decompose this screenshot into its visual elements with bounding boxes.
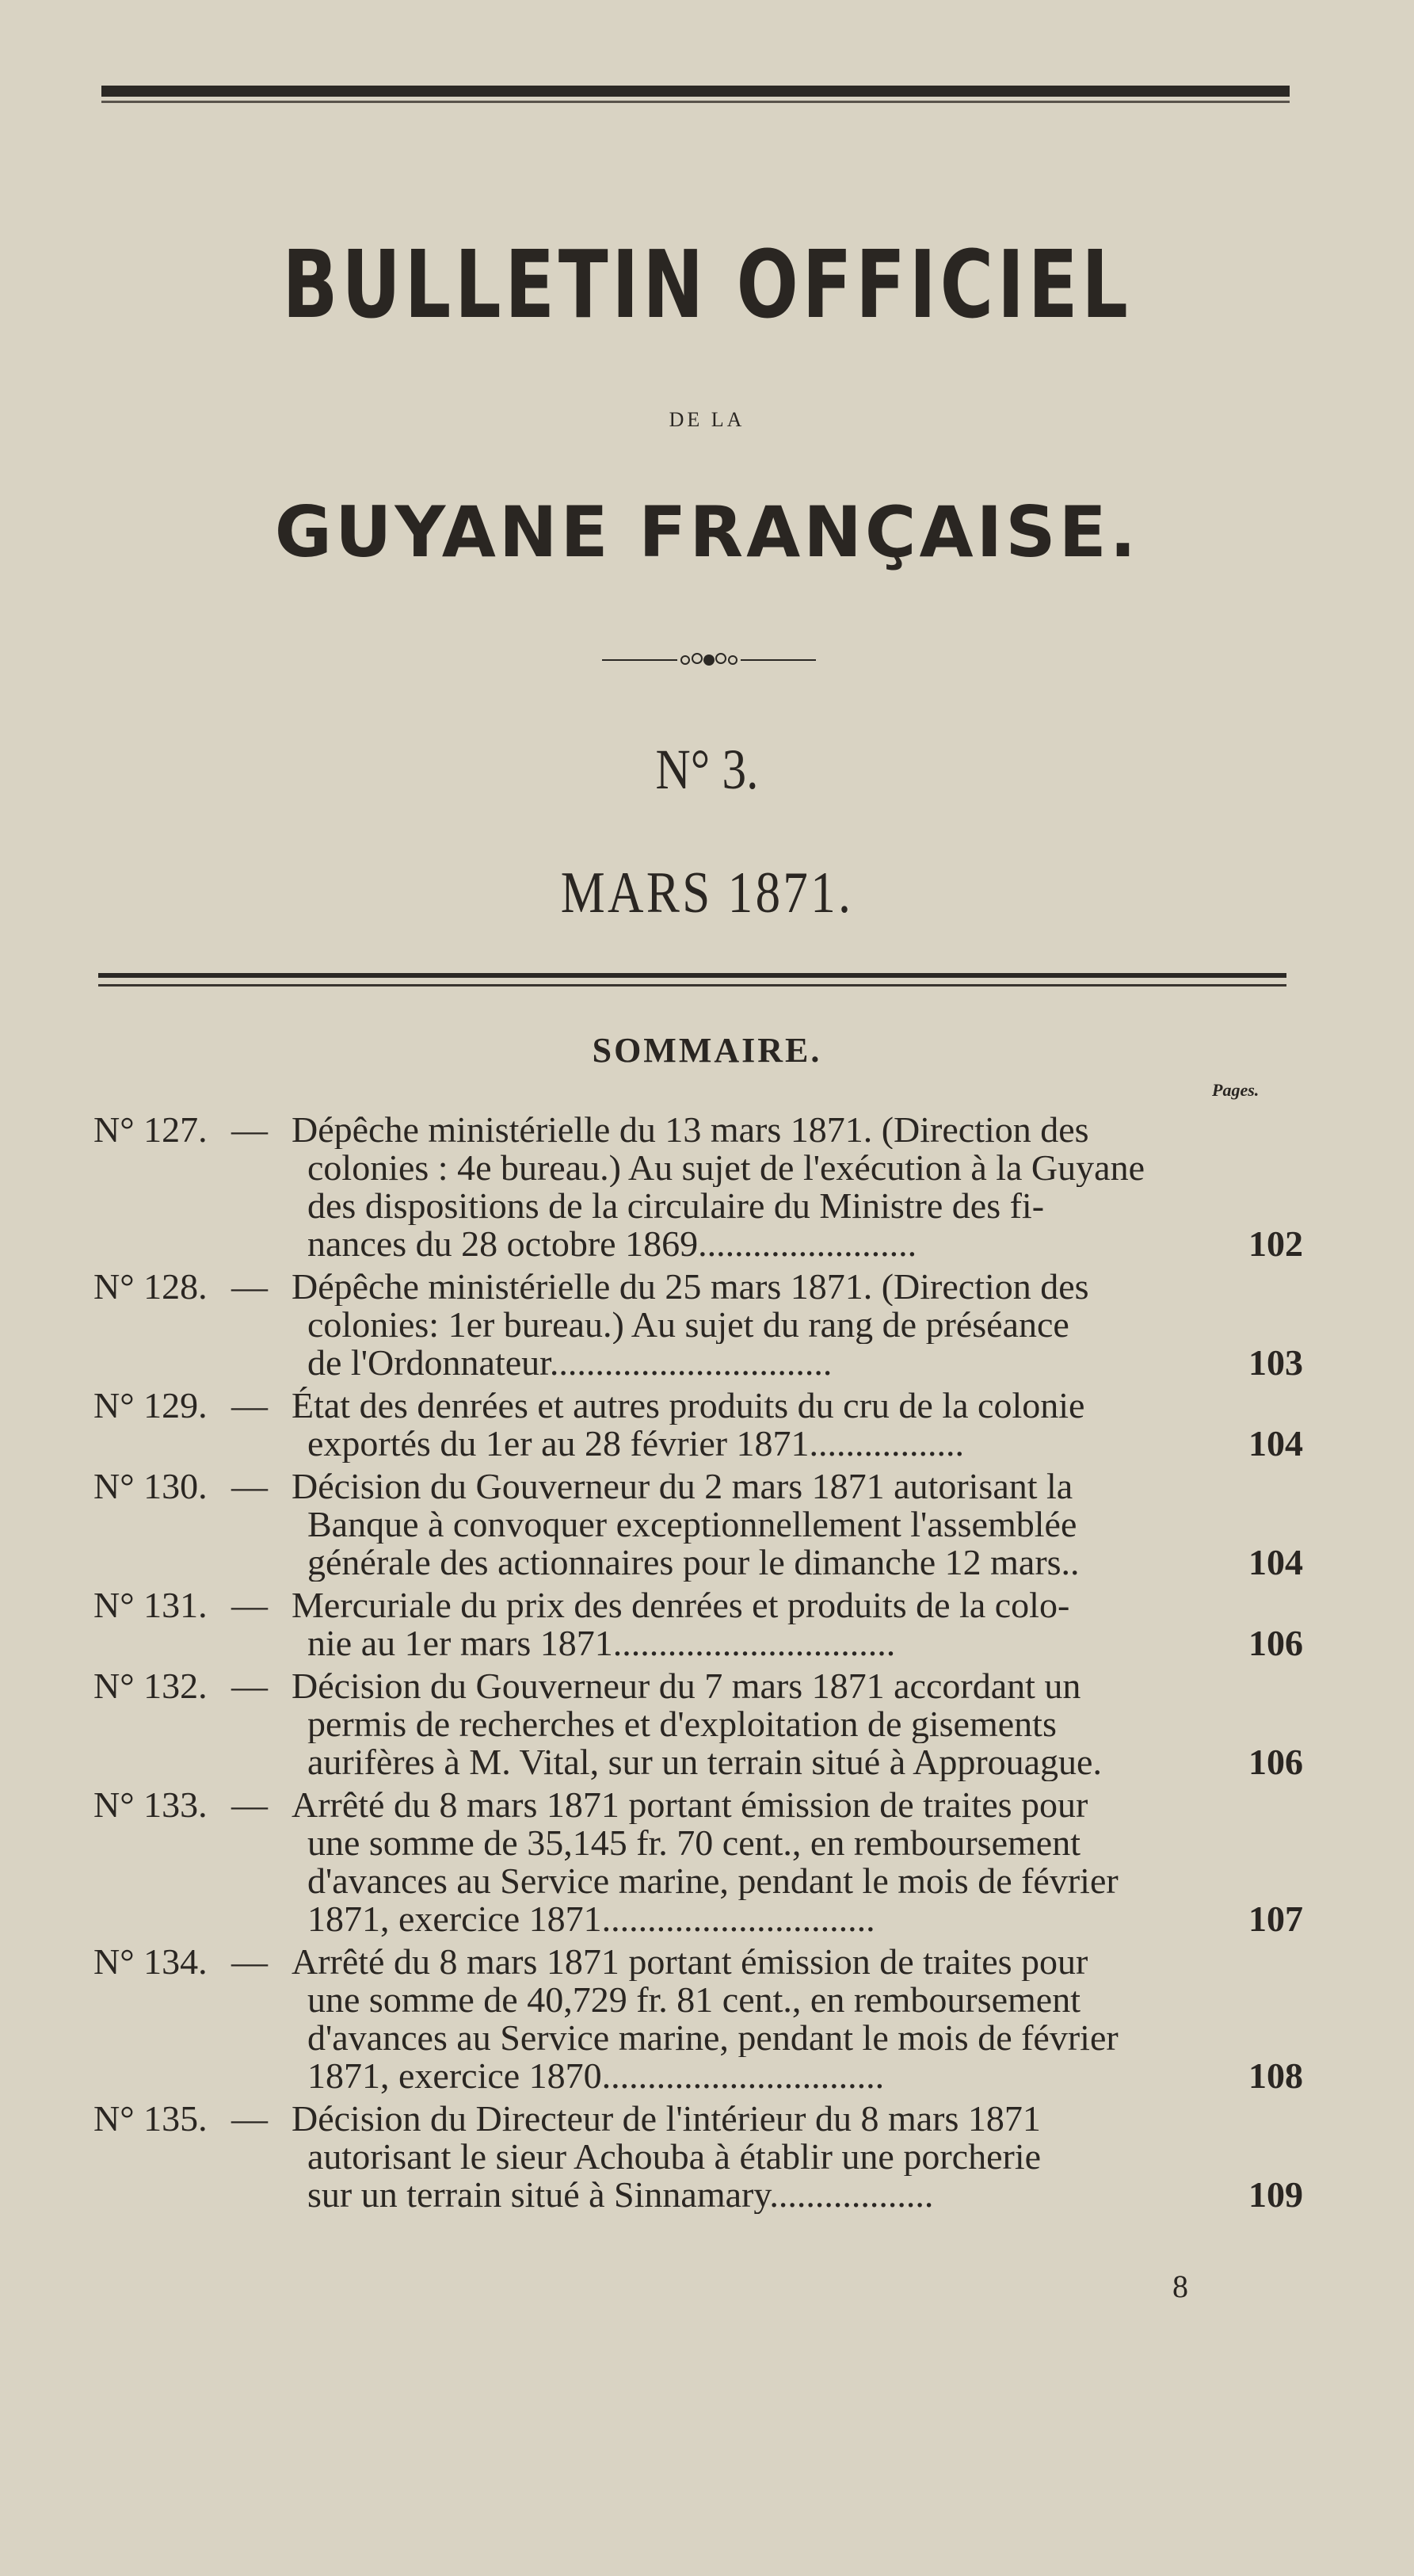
entry-number: N° 131. (93, 1585, 208, 1625)
entry-line: permis de recherches et d'exploitation de gisements (307, 1705, 1057, 1743)
entry-line: 1871, exercice 1870............................... (307, 2057, 885, 2095)
entry-number: N° 135. (93, 2098, 208, 2139)
entry-dash: — (231, 1385, 268, 1425)
entry-line: aurifères à M. Vital, sur un terrain situé à Approuague. (307, 1743, 1102, 1781)
entry-line: Décision du Directeur de l'intérieur du 8 mars 1871 (292, 2100, 1041, 2138)
entry-line: colonies: 1er bureau.) Au sujet du rang de préséance (307, 1306, 1069, 1344)
entry-line: Arrêté du 8 mars 1871 portant émission de traites pour (292, 1786, 1088, 1824)
entry-number: N° 134. (93, 1941, 208, 1982)
entry-description (292, 1667, 1226, 1781)
entry-number: N° 128. (93, 1266, 208, 1307)
entry-description (292, 1268, 1226, 1382)
entry-description (292, 1786, 1226, 1938)
entry-line: colonies : 4e bureau.) Au sujet de l'exécution à la Guyane (307, 1149, 1145, 1187)
entry-page: 109 (1248, 2174, 1303, 2215)
entry-dash: — (231, 1941, 268, 1982)
entry-line: de l'Ordonnateur............................... (307, 1344, 833, 1382)
entry-number: N° 133. (93, 1784, 208, 1825)
entry-line: générale des actionnaires pour le dimanche 12 mars.. (307, 1544, 1080, 1582)
entry-line: Décision du Gouverneur du 7 mars 1871 accordant un (292, 1667, 1081, 1705)
entry-description (292, 1111, 1226, 1263)
issue-month: MARS 1871. (560, 861, 854, 925)
entry-description (292, 1586, 1226, 1662)
section-rule (98, 973, 1286, 978)
entry-page: 108 (1248, 2055, 1303, 2096)
entry-page: 104 (1248, 1542, 1303, 1582)
entry-description (292, 2100, 1226, 2214)
entry-page: 106 (1248, 1742, 1303, 1782)
entry-line: d'avances au Service marine, pendant le mois de février (307, 2019, 1119, 2057)
entry-line: d'avances au Service marine, pendant le mois de février (307, 1862, 1119, 1900)
folio-number: 8 (1172, 2269, 1188, 2304)
entry-page: 107 (1248, 1899, 1303, 1939)
section-rule-thin (98, 984, 1286, 987)
entry-line: Décision du Gouverneur du 2 mars 1871 autorisant la (292, 1467, 1073, 1506)
entry-dash: — (231, 1585, 268, 1625)
entry-line: 1871, exercice 1871.............................. (307, 1900, 875, 1938)
entry-line: Dépêche ministérielle du 13 mars 1871. (Direction des (292, 1111, 1089, 1149)
entry-dash: — (231, 1784, 268, 1825)
summary-heading: SOMMAIRE. (592, 1031, 822, 1070)
entry-line: Dépêche ministérielle du 25 mars 1871. (Direction des (292, 1268, 1089, 1306)
entry-line: nances du 28 octobre 1869........................ (307, 1225, 917, 1263)
entry-number: N° 130. (93, 1466, 208, 1506)
pages-label: Pages. (1212, 1080, 1260, 1100)
entry-line: État des denrées et autres produits du cru de la colonie (292, 1387, 1085, 1425)
entry-dash: — (231, 1109, 268, 1150)
colony-title: GUYANE FRANÇAISE. (274, 491, 1140, 573)
entry-line: Mercuriale du prix des denrées et produits de la colo- (292, 1586, 1070, 1624)
top-rule (101, 86, 1290, 97)
entry-line: une somme de 40,729 fr. 81 cent., en remboursement (307, 1981, 1081, 2019)
entry-number: N° 129. (93, 1385, 208, 1425)
entry-description (292, 1467, 1226, 1582)
entry-number: N° 127. (93, 1109, 208, 1150)
entry-number: N° 132. (93, 1666, 208, 1706)
entry-dash: — (231, 2098, 268, 2139)
entry-page: 103 (1248, 1342, 1303, 1383)
entry-page: 106 (1248, 1623, 1303, 1663)
entry-description (292, 1387, 1226, 1463)
entry-line: sur un terrain situé à Sinnamary.................. (307, 2176, 934, 2214)
entry-line: des dispositions de la circulaire du Ministre des fi- (307, 1187, 1045, 1225)
entry-line: autorisant le sieur Achouba à établir une porcherie (307, 2138, 1042, 2176)
bulletin-title: BULLETIN OFFICIEL (282, 230, 1132, 339)
entry-description (292, 1943, 1226, 2095)
entry-line: Arrêté du 8 mars 1871 portant émission de traites pour (292, 1943, 1088, 1981)
entry-line: nie au 1er mars 1871............................... (307, 1624, 896, 1662)
entry-line: une somme de 35,145 fr. 70 cent., en remboursement (307, 1824, 1081, 1862)
entry-line: Banque à convoquer exceptionnellement l'assemblée (307, 1506, 1077, 1544)
entry-dash: — (231, 1266, 268, 1307)
entry-page: 104 (1248, 1423, 1303, 1464)
entry-page: 102 (1248, 1223, 1303, 1264)
entry-dash: — (231, 1666, 268, 1706)
top-rule-thin (101, 101, 1290, 103)
ornament-divider (602, 648, 816, 672)
entry-dash: — (231, 1466, 268, 1506)
entry-line: exportés du 1er au 28 février 1871................. (307, 1425, 965, 1463)
de-la-text: DE LA (669, 408, 745, 431)
issue-number: N° 3. (655, 738, 759, 801)
